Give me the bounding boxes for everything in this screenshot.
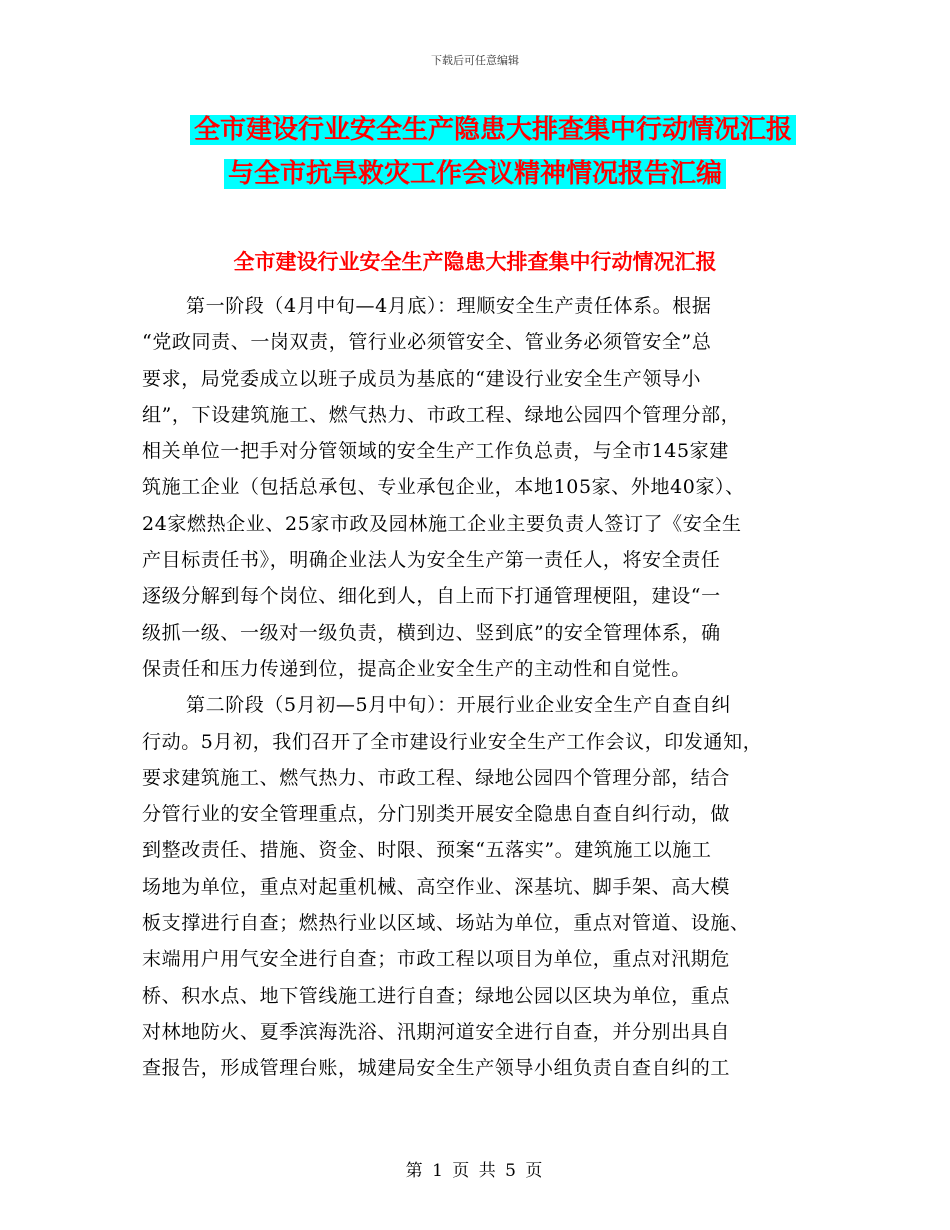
paragraph-line: 逐级分解到每个岗位、细化到人，自上而下打通管理梗阻，建设“一 [142,585,721,608]
paragraph-line: 到整改责任、措施、资金、时限、预案“五落实”。建筑施工以施工 [142,839,712,862]
body-text [142,288,822,1087]
paragraph-line: 产目标责任书》，明确企业法人为安全生产第一责任人，将安全责任 [142,549,721,572]
paragraph-line: 相关单位一把手对分管领域的安全生产工作负总责，与全市145家建 [142,440,729,463]
title-line-1-text: 全市建设行业安全生产隐患大排查集中行动情况汇报 [190,115,796,145]
title-line-2 [0,152,950,196]
paragraph-line: 第二阶段（5月初—5月中旬）：开展行业企业安全生产自查自纠 [186,694,732,717]
paragraph-line: 对林地防火、夏季滨海洗浴、汛期河道安全进行自查，并分别出具自 [142,1020,731,1043]
paragraph-line: “党政同责、一岗双责，管行业必须管安全、管业务必须管安全”总 [142,331,712,354]
title-line-1 [0,108,950,152]
document-title [0,108,950,196]
paragraph-line: 要求，局党委成立以班子成员为基底的“建设行业安全生产领导小 [142,367,702,390]
paragraph-line: 板支撑进行自查；燃热行业以区域、场站为单位，重点对管道、设施、 [142,912,750,935]
paragraph-line: 行动。5月初，我们召开了全市建设行业安全生产工作会议，印发通知， [142,730,763,753]
title-line-2-text: 与全市抗旱救灾工作会议精神情况报告汇编 [224,159,726,189]
paragraph-line: 场地为单位，重点对起重机械、高空作业、深基坑、脚手架、高大模 [142,875,731,898]
section-title: 全市建设行业安全生产隐患大排查集中行动情况汇报 [233,249,717,274]
paragraph-line: 保责任和压力传递到位，提高企业安全生产的主动性和自觉性。 [142,657,691,680]
paragraph-line: 分管行业的安全管理重点，分门别类开展安全隐患自查自纠行动，做 [142,803,731,826]
page-footer: 第 1 页 共 5 页 [405,1161,545,1181]
paragraph-line: 筑施工企业（包括总承包、专业承包企业，本地105家、外地40家）、 [142,476,745,499]
paragraph-line: 级抓一级、一级对一级负责，横到边、竖到底”的安全管理体系，确 [142,621,721,644]
paragraph-line: 末端用户用气安全进行自查；市政工程以项目为单位，重点对汛期危 [142,948,731,971]
paragraph-line: 查报告，形成管理台账，城建局安全生产领导小组负责自查自纠的工 [142,1057,731,1080]
paragraph-line: 桥、积水点、地下管线施工进行自查；绿地公园以区块为单位，重点 [142,984,731,1007]
page-header: 下载后可任意编辑 [431,54,519,67]
paragraph-line: 要求建筑施工、燃气热力、市政工程、绿地公园四个管理分部，结合 [142,766,731,789]
paragraph-line: 24家燃热企业、25家市政及园林施工企业主要负责人签订了《安全生 [142,512,742,535]
paragraph-line: 组”，下设建筑施工、燃气热力、市政工程、绿地公园四个管理分部， [142,403,741,426]
paragraph-line: 第一阶段（4月中旬—4月底）：理顺安全生产责任体系。根据 [186,295,712,317]
